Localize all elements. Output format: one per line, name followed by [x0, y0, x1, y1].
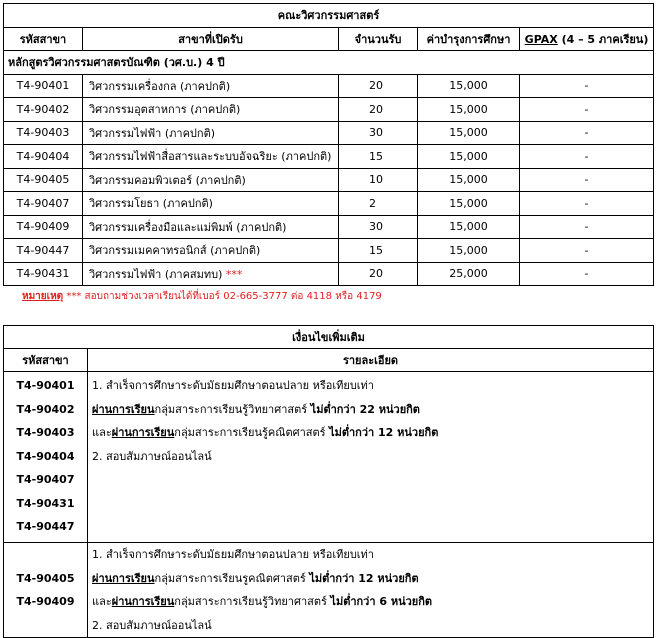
- table-title-row: [4, 4, 654, 28]
- fee-value: 25,000: [418, 262, 520, 286]
- header-seats: จำนวนรับ: [339, 27, 418, 51]
- program-code: T4-90405: [16, 571, 75, 585]
- program-code: T4-90447: [4, 239, 83, 263]
- header-program: สาขาที่เปิดรับ: [83, 27, 339, 51]
- header-row: [4, 27, 654, 51]
- gpax-value: -: [520, 145, 654, 169]
- gpax-value: -: [520, 262, 654, 286]
- program-code: T4-90407: [16, 473, 75, 486]
- conditions-title-row: [4, 326, 654, 349]
- table-row: [4, 145, 654, 169]
- detail-line: 2. สอบสัมภาษณ์ออนไลน์: [92, 449, 212, 463]
- program-code: T4-90401: [4, 74, 83, 98]
- header-gpax: [520, 27, 654, 51]
- fee-value: 15,000: [418, 239, 520, 263]
- table-row: [4, 239, 654, 263]
- fee-value: 15,000: [418, 145, 520, 169]
- group-detail: [88, 543, 654, 638]
- fee-value: 15,000: [418, 192, 520, 216]
- program-code: T4-90409: [16, 595, 75, 608]
- program-code: T4-90404: [16, 449, 75, 463]
- faculty-title: คณะวิศวกรรมศาสตร์: [4, 4, 654, 28]
- header-detail: รายละเอียด: [88, 349, 654, 372]
- programs-table: [3, 3, 654, 286]
- seats-value: 15: [339, 239, 418, 263]
- gpax-value: -: [520, 121, 654, 145]
- gpax-label: GPAX: [524, 32, 558, 46]
- detail-line: 2. สอบสัมภาษณ์ออนไลน์: [92, 618, 212, 632]
- fee-value: 15,000: [418, 74, 520, 98]
- curriculum-title: หลักสูตรวิศวกรรมศาสตรบัณฑิต (วศ.บ.) 4 ปี: [4, 51, 654, 75]
- seats-value: 2: [339, 192, 418, 216]
- footnote: [22, 289, 382, 304]
- header-code: รหัสสาขา: [4, 27, 83, 51]
- footnote-label: หมายเหตุ: [22, 291, 64, 302]
- gpax-value: -: [520, 98, 654, 122]
- seats-value: 20: [339, 74, 418, 98]
- seats-value: 20: [339, 98, 418, 122]
- seats-value: 10: [339, 168, 418, 192]
- program-name: วิศวกรรมโยธา (ภาคปกติ): [83, 192, 339, 216]
- footnote-text: *** สอบถามช่วงเวลาเรียนได้ที่เบอร์ 02-665-3777 ต่อ 4118 หรือ 4179: [63, 291, 382, 302]
- program-code: T4-90404: [4, 145, 83, 169]
- header-code: รหัสสาขา: [4, 349, 88, 372]
- header-fee: ค่าบำรุงการศึกษา: [418, 27, 520, 51]
- group-codes: [4, 372, 88, 543]
- table-row: [4, 98, 654, 122]
- program-code: T4-90409: [4, 215, 83, 239]
- program-name: วิศวกรรมไฟฟ้า (ภาคปกติ): [83, 121, 339, 145]
- conditions-table: [3, 325, 654, 638]
- detail-line: และผ่านการเรียนกลุ่มสาระการเรียนรู้คณิตศาสตร์ ไม่ต่ำกว่า 12 หน่วยกิต: [92, 426, 439, 439]
- program-name: วิศวกรรมไฟฟ้า (ภาคสมทบ) ***: [83, 262, 339, 286]
- program-code: T4-90405: [4, 168, 83, 192]
- condition-group-1: [4, 372, 654, 543]
- seats-value: 30: [339, 121, 418, 145]
- table-row: [4, 168, 654, 192]
- table-row: [4, 192, 654, 216]
- program-name: วิศวกรรมไฟฟ้าสื่อสารและระบบอัจฉริยะ (ภาคปกติ): [83, 145, 339, 169]
- seats-value: 20: [339, 262, 418, 286]
- gpax-terms: (4 – 5 ภาคเรียน): [557, 32, 649, 46]
- detail-line: ผ่านการเรียนกลุ่มสาระการเรียนรู้วิทยาศาสตร์ ไม่ต่ำกว่า 22 หน่วยกิต: [92, 402, 420, 416]
- programs-body: [4, 74, 654, 286]
- program-name: วิศวกรรมเครื่องมือและแม่พิมพ์ (ภาคปกติ): [83, 215, 339, 239]
- seats-value: 30: [339, 215, 418, 239]
- program-name: วิศวกรรมเครื่องกล (ภาคปกติ): [83, 74, 339, 98]
- program-code: T4-90407: [4, 192, 83, 216]
- footnote-mark: ***: [225, 267, 243, 281]
- detail-line: และผ่านการเรียนกลุ่มสาระการเรียนรู้วิทยาศาสตร์ ไม่ต่ำกว่า 6 หน่วยกิต: [92, 595, 433, 608]
- program-name: วิศวกรรมคอมพิวเตอร์ (ภาคปกติ): [83, 168, 339, 192]
- fee-value: 15,000: [418, 121, 520, 145]
- group-detail: [88, 372, 654, 543]
- detail-line: ผ่านการเรียนกลุ่มสาระการเรียนรูคณิตศาสตร์ ไม่ต่ำกว่า 12 หน่วยกิต: [92, 571, 419, 585]
- program-code: T4-90431: [4, 262, 83, 286]
- table-row: [4, 215, 654, 239]
- seats-value: 15: [339, 145, 418, 169]
- program-code: T4-90403: [4, 121, 83, 145]
- conditions-title: เงื่อนไขเพิ่มเติม: [4, 326, 654, 349]
- detail-line: 1. สำเร็จการศึกษาระดับมัธยมศึกษาตอนปลาย หรือเทียบเท่า: [92, 548, 374, 561]
- table-row: [4, 74, 654, 98]
- gpax-value: -: [520, 168, 654, 192]
- gpax-value: -: [520, 74, 654, 98]
- program-code: T4-90431: [16, 496, 75, 510]
- program-code: T4-90402: [4, 98, 83, 122]
- group-codes: [4, 543, 88, 638]
- program-code: T4-90402: [16, 402, 75, 416]
- condition-group-2: [4, 543, 654, 638]
- fee-value: 15,000: [418, 215, 520, 239]
- program-name: วิศวกรรมเมคคาทรอนิกส์ (ภาคปกติ): [83, 239, 339, 263]
- section-row: [4, 51, 654, 75]
- gpax-value: -: [520, 239, 654, 263]
- program-name: วิศวกรรมอุตสาหการ (ภาคปกติ): [83, 98, 339, 122]
- fee-value: 15,000: [418, 98, 520, 122]
- gpax-value: -: [520, 215, 654, 239]
- detail-line: 1. สำเร็จการศึกษาระดับมัธยมศึกษาตอนปลาย หรือเทียบเท่า: [92, 379, 374, 392]
- gpax-value: -: [520, 192, 654, 216]
- table-row: [4, 121, 654, 145]
- table-row: [4, 262, 654, 286]
- fee-value: 15,000: [418, 168, 520, 192]
- conditions-header-row: [4, 349, 654, 372]
- program-code: T4-90401: [16, 379, 75, 392]
- program-code: T4-90447: [16, 520, 75, 533]
- program-code: T4-90403: [16, 426, 75, 439]
